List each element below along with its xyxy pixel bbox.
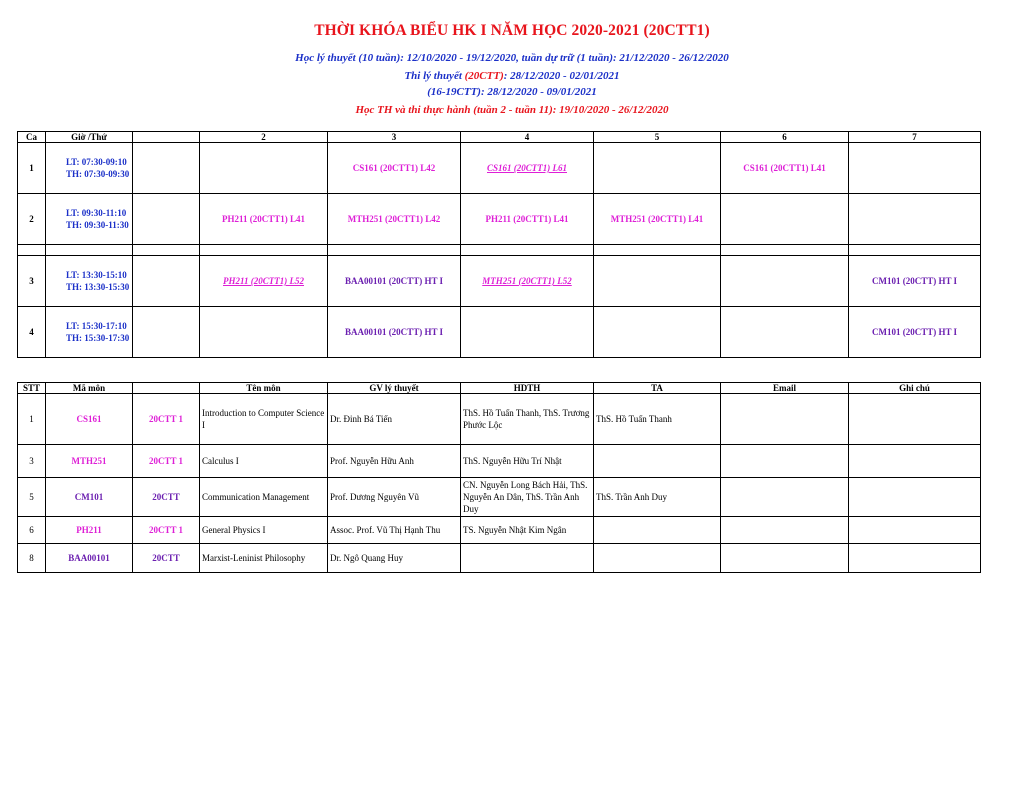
schedule-cell: CS161 (20CTT1) L61	[461, 143, 594, 194]
header-cell: Mã môn	[46, 383, 133, 394]
course-lecturer: Assoc. Prof. Vũ Thị Hạnh Thu	[328, 517, 461, 544]
lunch-break-row	[18, 245, 981, 256]
schedule-cell	[849, 194, 981, 245]
schedule-row	[18, 307, 981, 358]
course-ta	[594, 445, 721, 478]
course-lab-instructor: CN. Nguyễn Long Bách Hải, ThS. Nguyễn An Dân, ThS. Trần Anh Duy	[461, 478, 594, 517]
practice-time: TH: 15:30-17:30	[66, 333, 130, 343]
course-code: PH211	[46, 517, 133, 544]
header-cell: Ca	[18, 132, 46, 143]
schedule-cell	[594, 143, 721, 194]
period-time	[46, 256, 133, 307]
course-code: CM101	[46, 478, 133, 517]
header-cell	[133, 383, 200, 394]
course-stt: 1	[18, 394, 46, 445]
period-number: 3	[18, 256, 46, 307]
schedule-cell	[133, 194, 200, 245]
header-cell: 7	[849, 132, 981, 143]
schedule-cell	[594, 256, 721, 307]
theory-time: LT: 13:30-15:10	[66, 270, 127, 280]
course-stt: 5	[18, 478, 46, 517]
course-email	[721, 445, 849, 478]
schedule-cell: CM101 (20CTT) HT I	[849, 256, 981, 307]
schedule-cell	[594, 307, 721, 358]
period-time	[46, 143, 133, 194]
schedule-cell	[133, 143, 200, 194]
course-ta: ThS. Trần Anh Duy	[594, 478, 721, 517]
schedule-cell	[721, 256, 849, 307]
schedule-row	[18, 143, 981, 194]
course-lecturer: Prof. Dương Nguyên Vũ	[328, 478, 461, 517]
course-name: General Physics I	[200, 517, 328, 544]
header-cell: 5	[594, 132, 721, 143]
course-name: Calculus I	[200, 445, 328, 478]
theory-time: LT: 07:30-09:10	[66, 157, 127, 167]
schedule-cell	[721, 194, 849, 245]
course-email	[721, 478, 849, 517]
schedule-cell	[461, 307, 594, 358]
schedule-row	[18, 256, 981, 307]
course-name: Communication Management	[200, 478, 328, 517]
schedule-cell	[200, 143, 328, 194]
course-code: BAA00101	[46, 544, 133, 573]
course-lab-instructor: TS. Nguyễn Nhật Kim Ngân	[461, 517, 594, 544]
theory-period: Học lý thuyết (10 tuần): 12/10/2020 - 19/12/2020, tuần dự trữ (1 tuần): 21/12/2020 - 26/12/2020	[295, 52, 729, 64]
course-lab-instructor	[461, 544, 594, 573]
course-note	[849, 478, 981, 517]
course-note	[849, 394, 981, 445]
practice-period: Học TH và thi thực hành (tuần 2 - tuần 11): 19/10/2020 - 26/12/2020	[355, 104, 669, 116]
schedule-cell: PH211 (20CTT1) L41	[461, 194, 594, 245]
schedule-cell	[133, 307, 200, 358]
schedule-cell: MTH251 (20CTT1) L42	[328, 194, 461, 245]
practice-time: TH: 13:30-15:30	[66, 282, 130, 292]
course-lecturer: Dr. Đinh Bá Tiến	[328, 394, 461, 445]
course-note	[849, 544, 981, 573]
header-cell: Email	[721, 383, 849, 394]
schedule-cell: CM101 (20CTT) HT I	[849, 307, 981, 358]
course-note	[849, 517, 981, 544]
period-time	[46, 194, 133, 245]
practice-time: TH: 09:30-11:30	[66, 220, 129, 230]
course-name: Introduction to Computer Science I	[200, 394, 328, 445]
course-stt: 3	[18, 445, 46, 478]
period-number: 2	[18, 194, 46, 245]
course-row	[18, 394, 981, 445]
course-class: 20CTT	[133, 478, 200, 517]
course-row	[18, 517, 981, 544]
schedule-cell: MTH251 (20CTT1) L52	[461, 256, 594, 307]
header-cell: TA	[594, 383, 721, 394]
course-email	[721, 517, 849, 544]
course-table	[17, 382, 981, 573]
header-cell: 4	[461, 132, 594, 143]
course-class: 20CTT 1	[133, 517, 200, 544]
schedule-cell	[133, 256, 200, 307]
period-time	[46, 307, 133, 358]
header-cell	[133, 132, 200, 143]
schedule-header-row	[18, 132, 981, 143]
course-email	[721, 544, 849, 573]
course-code: MTH251	[46, 445, 133, 478]
header-cell: 3	[328, 132, 461, 143]
course-lab-instructor: ThS. Hồ Tuấn Thanh, ThS. Trương Phước Lộc	[461, 394, 594, 445]
schedule-cell: MTH251 (20CTT1) L41	[594, 194, 721, 245]
course-stt: 8	[18, 544, 46, 573]
course-name: Marxist-Leninist Philosophy	[200, 544, 328, 573]
exam-dates: : 28/12/2020 - 02/01/2021	[503, 70, 620, 82]
schedule-row	[18, 194, 981, 245]
schedule-cell: CS161 (20CTT1) L42	[328, 143, 461, 194]
course-lecturer: Dr. Ngô Quang Huy	[328, 544, 461, 573]
exam-label: Thi lý thuyết	[404, 70, 465, 82]
theory-time: LT: 09:30-11:10	[66, 208, 127, 218]
schedule-cell: PH211 (20CTT1) L41	[200, 194, 328, 245]
course-lecturer: Prof. Nguyễn Hữu Anh	[328, 445, 461, 478]
theory-exam-period-other: (16-19CTT): 28/12/2020 - 09/01/2021	[427, 86, 597, 98]
course-row	[18, 544, 981, 573]
schedule-cell	[721, 307, 849, 358]
period-number: 1	[18, 143, 46, 194]
course-stt: 6	[18, 517, 46, 544]
exam-group: (20CTT)	[464, 70, 504, 82]
course-header-row	[18, 383, 981, 394]
schedule-cell: CS161 (20CTT1) L41	[721, 143, 849, 194]
header-cell: 6	[721, 132, 849, 143]
theory-exam-period	[0, 70, 1024, 82]
header-cell: Ghi chú	[849, 383, 981, 394]
schedule-cell	[200, 307, 328, 358]
course-email	[721, 394, 849, 445]
course-ta	[594, 517, 721, 544]
course-class: 20CTT 1	[133, 445, 200, 478]
course-class: 20CTT 1	[133, 394, 200, 445]
header-cell: STT	[18, 383, 46, 394]
course-lab-instructor: ThS. Nguyễn Hữu Trí Nhật	[461, 445, 594, 478]
header-cell: Giờ /Thứ	[46, 132, 133, 143]
course-code: CS161	[46, 394, 133, 445]
page-title: THỜI KHÓA BIỂU HK I NĂM HỌC 2020-2021 (20CTT1)	[314, 22, 710, 39]
course-ta: ThS. Hồ Tuấn Thanh	[594, 394, 721, 445]
schedule-cell	[849, 143, 981, 194]
schedule-cell: BAA00101 (20CTT) HT I	[328, 256, 461, 307]
course-class: 20CTT	[133, 544, 200, 573]
header-cell: GV lý thuyết	[328, 383, 461, 394]
header-cell: 2	[200, 132, 328, 143]
practice-time: TH: 07:30-09:30	[66, 169, 130, 179]
course-row	[18, 478, 981, 517]
period-number: 4	[18, 307, 46, 358]
schedule-table	[17, 131, 981, 358]
schedule-cell: BAA00101 (20CTT) HT I	[328, 307, 461, 358]
theory-time: LT: 15:30-17:10	[66, 321, 127, 331]
course-note	[849, 445, 981, 478]
header-cell: Tên môn	[200, 383, 328, 394]
course-row	[18, 445, 981, 478]
schedule-cell: PH211 (20CTT1) L52	[200, 256, 328, 307]
course-ta	[594, 544, 721, 573]
header-cell: HDTH	[461, 383, 594, 394]
